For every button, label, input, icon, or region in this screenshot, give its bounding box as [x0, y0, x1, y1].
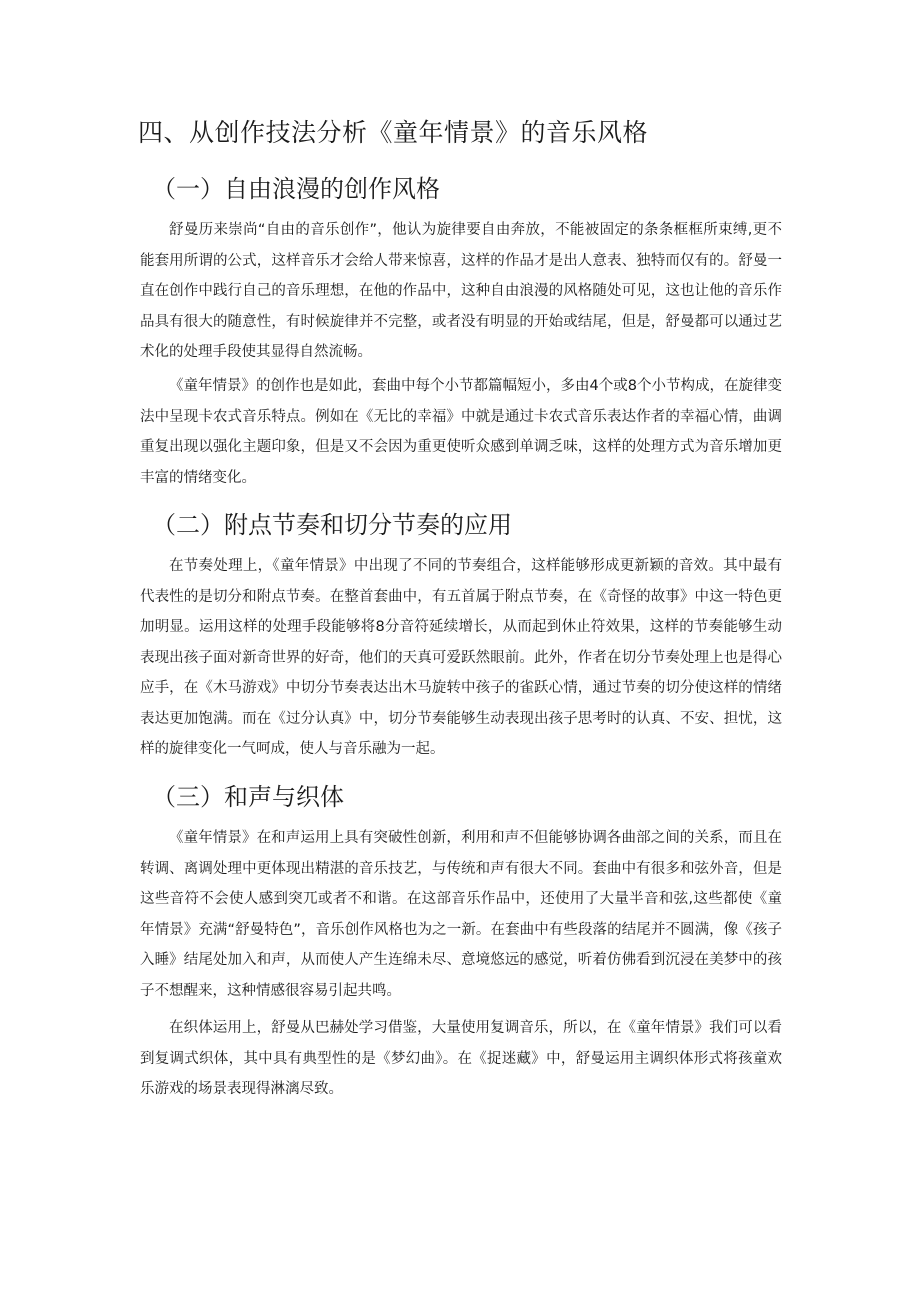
section-1-paragraph-1: 舒曼历来崇尚“自由的音乐创作”，他认为旋律要自由奔放，不能被固定的条条框框所束缚,更不能套用所谓的公式，这样音乐才会给人带来惊喜，这样的作品才是出人意表、独特而仅有的。舒曼一直在创作中践行自己的音乐理想，在他的作品中，这种自由浪漫的风格随处可见，这也让他的音乐作品具有很大的随意性，有时候旋律并不完整，或者没有明显的开始或结尾，但是，舒曼都可以通过艺术化的处理手段使其显得自然流畅。: [140, 222, 782, 360]
document-title: 四、从创作技法分析《童年情景》的音乐风格: [138, 118, 649, 147]
section-3-paragraph-1: 《童年情景》在和声运用上具有突破性创新，利用和声不但能够协调各曲部之间的关系，而且在转调、离调处理中更体现出精湛的音乐技艺，与传统和声有很大不同。套曲中有很多和弦外音，但是这些音符不会使人感到突兀或者不和谐。在这部音乐作品中，还使用了大量半音和弦,这些都使《童年情景》充满“舒曼特色”，音乐创作风格也为之一新。在套曲中有些段落的结尾并不圆满，像《孩子入睡》结尾处加入和声，从而使人产生连绵未尽、意境悠远的感觉，听着仿佛看到沉浸在美梦中的孩子不想醒来，这种情感很容易引起共鸣。: [140, 830, 782, 999]
section-heading-2: （二）附点节奏和切分节奏的应用: [152, 511, 512, 539]
section-3-paragraph-2: 在织体运用上，舒曼从巴赫处学习借鉴，大量使用复调音乐，所以，在《童年情景》我们可以看到复调式织体，其中具有典型性的是《梦幻曲》。在《捉迷藏》中，舒曼运用主调织体形式将孩童欢乐游戏的场景表现得淋漓尽致。: [140, 1020, 782, 1097]
section-heading-3: （三）和声与织体: [152, 783, 344, 811]
section-1-paragraph-2: 《童年情景》的创作也是如此，套曲中每个小节都篇幅短小，多由4个或8个小节构成，在旋律变法中呈现卡农式音乐特点。例如在《无比的幸福》中就是通过卡农式音乐表达作者的幸福心情，曲调重复出现以强化主题印象，但是又不会因为重更使听众感到单调乏味，这样的处理方式为音乐增加更丰富的情绪变化。: [140, 378, 782, 486]
section-heading-1: （一）自由浪漫的创作风格: [152, 175, 440, 203]
section-2-paragraph-1: 在节奏处理上，《童年情景》中出现了不同的节奏组合，这样能够形成更新颖的音效。其中最有代表性的是切分和附点节奏。在整首套曲中，有五首属于附点节奏，在《奇怪的故事》中这一特色更加明显。运用这样的处理手段能够将8分音符延续增长，从而起到休止符效果，这样的节奏能够生动表现出孩子面对新奇世界的好奇，他们的天真可爱跃然眼前。此外，作者在切分节奏处理上也是得心应手，在《木马游戏》中切分节奏表达出木马旋转中孩子的雀跃心情，通过节奏的切分使这样的情绪表达更加饱满。而在《过分认真》中，切分节奏能够生动表现出孩子思考时的认真、不安、担忧，这样的旋律变化一气呵成，使人与音乐融为一起。: [140, 558, 782, 757]
